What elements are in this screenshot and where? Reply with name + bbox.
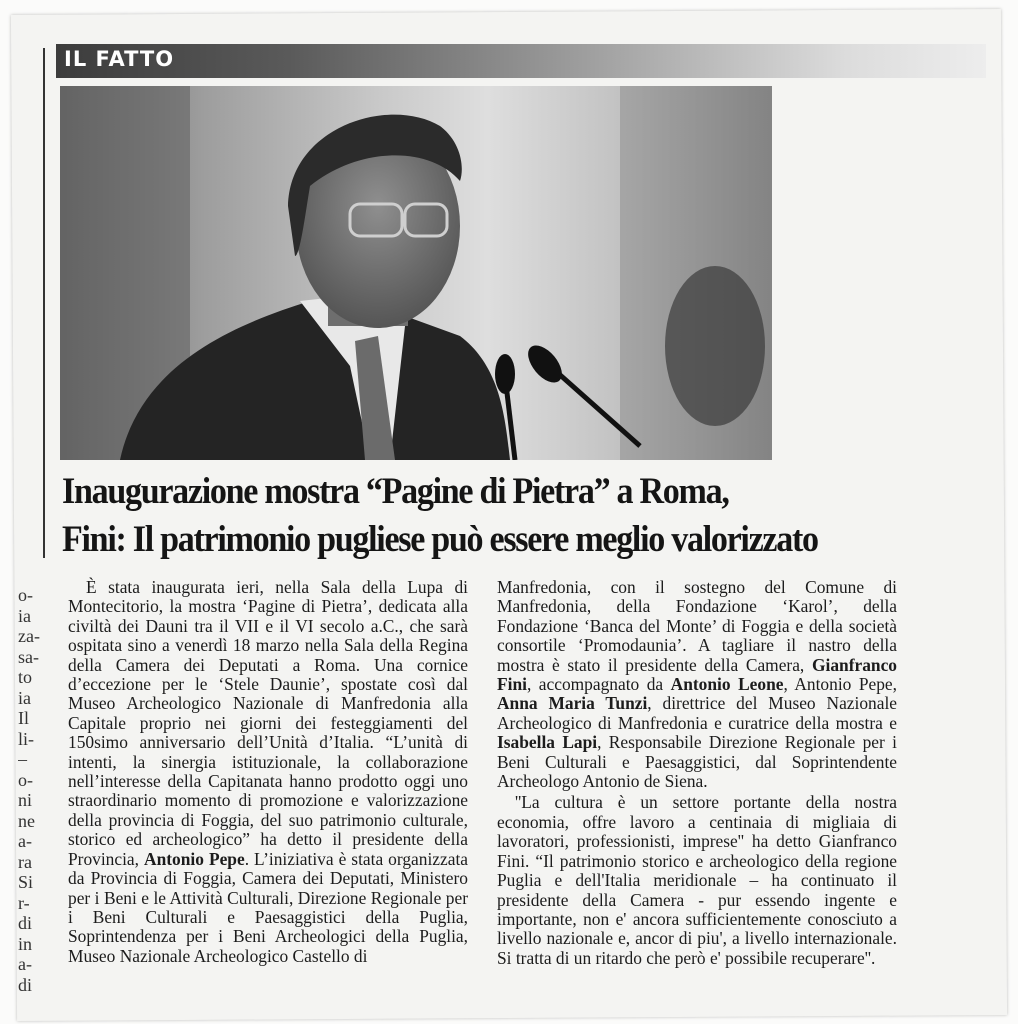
- previous-column-fragment: ia: [18, 687, 31, 708]
- previous-column-fragment: ia: [18, 605, 31, 626]
- headline-line-2: Fini: Il patrimonio pugliese può essere meglio valorizzato: [62, 519, 818, 560]
- headline-line-1: Inaugurazione mostra “Pagine di Pietra” a Roma,: [62, 471, 729, 512]
- previous-column-fragment: Si: [18, 872, 34, 892]
- previous-column-fragment: sa-: [18, 646, 39, 667]
- text-run: Manfredonia, con il sostegno del Comune di Manfredonia, della Fondazione ‘Karol’, della Fondazione ‘Banca del Monte’ di Foggia e della società consortile ‘Promodaunia’. A tagliare il nastro della mostra è stato il presidente della Camera,: [497, 577, 897, 675]
- background-figure: [665, 266, 765, 426]
- previous-column-fragment: r-: [18, 892, 30, 913]
- previous-column-fragment: o-: [18, 769, 33, 790]
- previous-column-fragment: Il: [18, 708, 29, 728]
- previous-column-fragment: in: [18, 933, 33, 954]
- article-headline: [62, 468, 890, 564]
- text-run: È stata inaugurata ieri, nella Sala della Lupa di Montecitorio, la mostra ‘Pagine di Pietra’, dedicata alla civiltà dei Dauni tra il VII e il VI secolo a.C., che sarà ospitata sino a venerdì 18 marzo nella Sala della Regina della Camera dei Deputati a Roma. Una cornice d’eccezione per le ‘Stele Daunie’, spostate così dal Museo Archeologico Nazionale di Manfredonia alla Capitale proprio nei giorni dei festeggiamenti del 150simo anniversario dell’Unità d’Italia. “L’unità di intenti, la sinergia istituzionale, la collaborazione nell’interesse della Capitanata hanno prodotto oggi uno straordinario momento di promozione e valorizzazione della provincia di Foggia, del suo patrimonio culturale, storico ed archeologico” ha detto il presidente della Provincia,: [68, 577, 468, 869]
- person-name: Anna Maria Tunzi: [497, 693, 648, 714]
- previous-column-fragment: ra: [18, 851, 32, 872]
- article-column-2: [497, 578, 897, 968]
- previous-column-fragments: [18, 585, 48, 995]
- previous-column-fragment: a-: [18, 831, 32, 851]
- article-column-1: [68, 578, 468, 966]
- speaker-photo-illustration: [60, 86, 772, 460]
- person-name: Antonio Leone: [670, 674, 784, 695]
- previous-column-fragment: a-: [18, 954, 32, 974]
- text-run: , accompagnato da: [526, 674, 664, 695]
- microphone-right: [522, 339, 569, 388]
- previous-column-fragment: to: [18, 667, 33, 687]
- previous-column-fragment: za-: [18, 626, 40, 646]
- previous-column-fragment: –: [18, 749, 27, 769]
- text-run: , Antonio Pepe,: [783, 674, 897, 695]
- section-banner: [56, 44, 986, 78]
- person-name: Gianfranco Fini: [497, 654, 898, 695]
- paragraph: [497, 578, 897, 791]
- text-run: . L’iniziativa è stata organizzata da Provincia di Foggia, Camera dei Deputati, Ministero per i Beni e le Attività Culturali, Direzione Regionale per i Beni Culturali e Paesaggistici della Puglia, Soprintendenza per i Beni Archeologici della Puglia, Museo Nazionale Archeologico Castello di: [68, 848, 469, 966]
- text-run: , direttrice del Museo Nazionale Archeologico di Manfredonia e curatrice della mostra e: [497, 693, 897, 733]
- paragraph: ''La cultura è un settore portante della nostra economia, offre lavoro a centinaia di migliaia di lavoratori, professionisti, imprese'' ha detto Gianfranco Fini. “Il patrimonio storico e archeologico della regione Puglia e dell'Italia meridionale – ha continuato il presidente della Camera - pur essendo ingente e importante, non e' ancora sufficientemente conosciuto a livello nazionale e, ancor di piu', a livello internazionale. Si tratta di un ritardo che però e' possibile recuperare''.: [497, 792, 897, 968]
- paragraph: [68, 578, 468, 966]
- previous-column-fragment: ne: [18, 810, 35, 831]
- previous-column-fragment: di: [18, 913, 33, 933]
- text-run: , Responsabile Direzione Regionale per i Beni Culturali e Paesaggistici, dal Soprintendente Archeologo Antonio de Siena.: [497, 732, 897, 792]
- person-name: Antonio Pepe: [144, 848, 245, 869]
- section-kicker: IL FATTO: [64, 47, 175, 71]
- article-photo: [60, 86, 772, 460]
- microphone-left: [495, 354, 515, 394]
- previous-column-fragment: li-: [18, 728, 34, 749]
- column-rule: [43, 48, 45, 558]
- previous-column-fragment: di: [18, 974, 33, 995]
- previous-column-fragment: o-: [18, 585, 33, 605]
- previous-column-fragment: ni: [18, 790, 33, 810]
- person-name: Isabella Lapi: [497, 732, 598, 753]
